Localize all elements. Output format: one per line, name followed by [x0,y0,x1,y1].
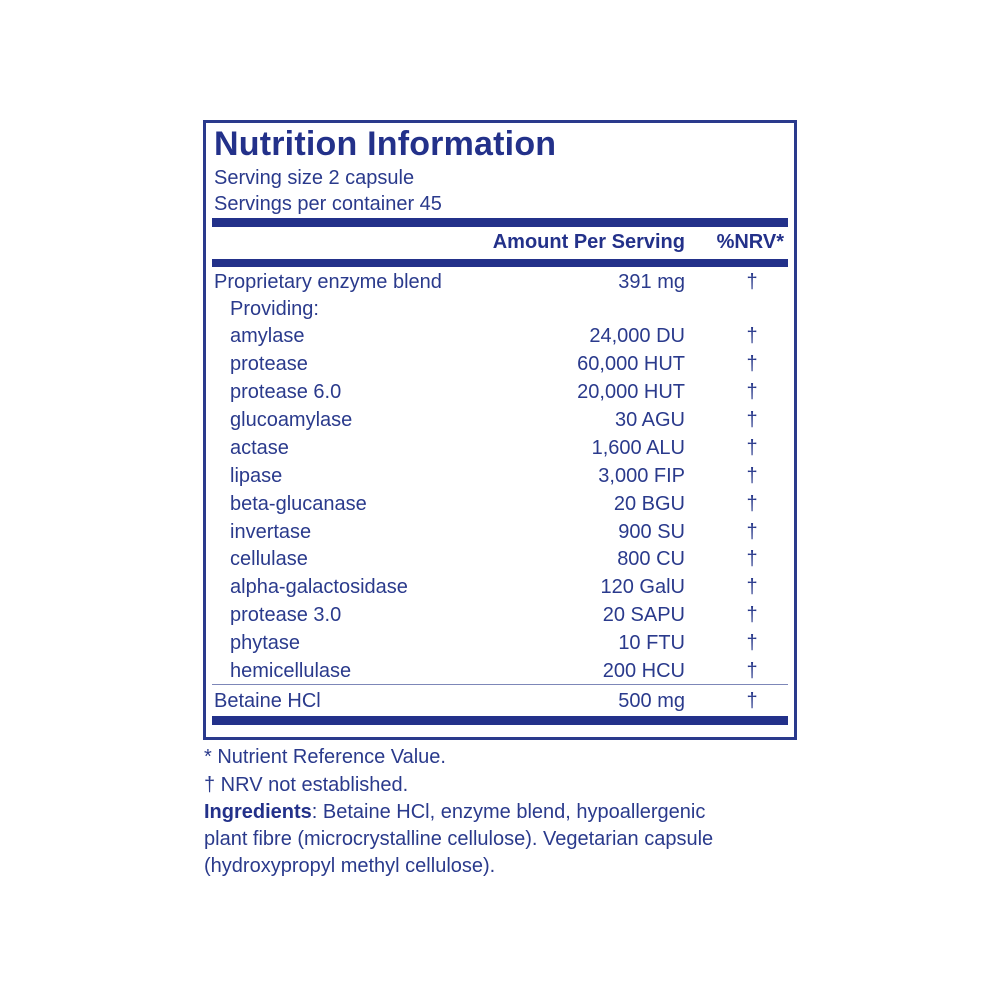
nutrient-amount: 30 AGU [614,409,685,431]
nutrient-amount: 20 SAPU [602,604,685,626]
nutrient-row [206,271,794,299]
nutrient-row [206,353,794,381]
nutrient-name: amylase [230,325,305,347]
footnote-dagger: † NRV not established. [204,774,409,796]
nutrient-nrv: † [746,381,758,403]
footnote-nrv: * Nutrient Reference Value. [204,746,446,768]
nutrient-name: Providing: [230,298,319,320]
nutrient-row [206,465,794,493]
nutrient-row [206,576,794,604]
nutrient-row [206,437,794,465]
nutrient-row [206,409,794,437]
nutrient-name: phytase [230,632,301,654]
nutrient-row [206,521,794,549]
nutrient-name: protease 6.0 [230,381,342,403]
nutrient-amount: 20,000 HUT [577,381,685,403]
ingredients-label: Ingredients [204,801,312,823]
nutrient-amount: 20 BGU [613,493,685,515]
serving-size: Serving size 2 capsule [214,167,415,189]
nutrient-row [206,325,794,353]
nutrient-nrv: † [746,604,758,626]
nutrition-panel [203,120,797,740]
nutrient-name: actase [230,437,289,459]
divider-thick-top [212,218,788,227]
nutrient-amount: 391 mg [618,271,685,293]
nutrient-name: Betaine HCl [214,690,321,712]
nutrient-nrv: † [746,325,758,347]
nutrient-nrv: † [746,437,758,459]
nutrient-amount: 3,000 FIP [598,465,685,487]
nutrient-row [206,632,794,660]
nutrient-name: invertase [230,521,312,543]
nutrient-name: Proprietary enzyme blend [214,271,442,293]
ingredients-line-3: (hydroxypropyl methyl cellulose). [204,855,496,877]
nutrient-name: glucoamylase [230,409,353,431]
header-amount-per-serving: Amount Per Serving [492,231,685,253]
ingredients-line-1 [204,801,705,824]
nutrient-amount: 900 SU [618,521,685,543]
nutrient-amount: 200 HCU [602,660,685,682]
nutrient-row [206,298,794,326]
nutrient-nrv: † [746,409,758,431]
nutrient-amount: 60,000 HUT [577,353,685,375]
nutrient-row [206,604,794,632]
divider-header [212,259,788,267]
panel-title: Nutrition Information [214,125,557,163]
nutrient-nrv: † [746,576,758,598]
nutrient-nrv: † [746,353,758,375]
nutrient-amount: 500 mg [618,690,685,712]
nutrient-name: beta-glucanase [230,493,367,515]
nutrient-amount: 24,000 DU [589,325,685,347]
nutrient-amount: 1,600 ALU [591,437,685,459]
header-nrv: %NRV* [716,231,784,253]
servings-per-container: Servings per container 45 [214,193,442,215]
ingredients-line-2: plant fibre (microcrystalline cellulose). Vegetarian capsule [204,828,714,850]
nutrient-name: alpha-galactosidase [230,576,408,598]
nutrient-name: cellulase [230,548,308,570]
nutrient-name: protease 3.0 [230,604,342,626]
nutrient-nrv: † [746,271,758,293]
nutrient-row [206,381,794,409]
nutrient-amount: 10 FTU [618,632,685,654]
nutrient-name: protease [230,353,308,375]
nutrient-name: lipase [230,465,283,487]
ingredients-text-1: : Betaine HCl, enzyme blend, hypoallergenic [311,801,706,823]
nutrient-nrv: † [746,548,758,570]
nutrient-row [206,493,794,521]
nutrient-amount: 120 GalU [600,576,685,598]
nutrient-nrv: † [746,493,758,515]
nutrient-nrv: † [746,660,758,682]
nutrient-amount: 800 CU [617,548,685,570]
divider-thin [212,684,788,685]
nutrient-nrv: † [746,465,758,487]
nutrient-row [206,548,794,576]
nutrient-name: hemicellulase [230,660,352,682]
divider-thick-bottom [212,716,788,725]
nutrient-nrv: † [746,690,758,712]
nutrient-nrv: † [746,632,758,654]
nutrient-nrv: † [746,521,758,543]
nutrient-row [206,690,794,718]
